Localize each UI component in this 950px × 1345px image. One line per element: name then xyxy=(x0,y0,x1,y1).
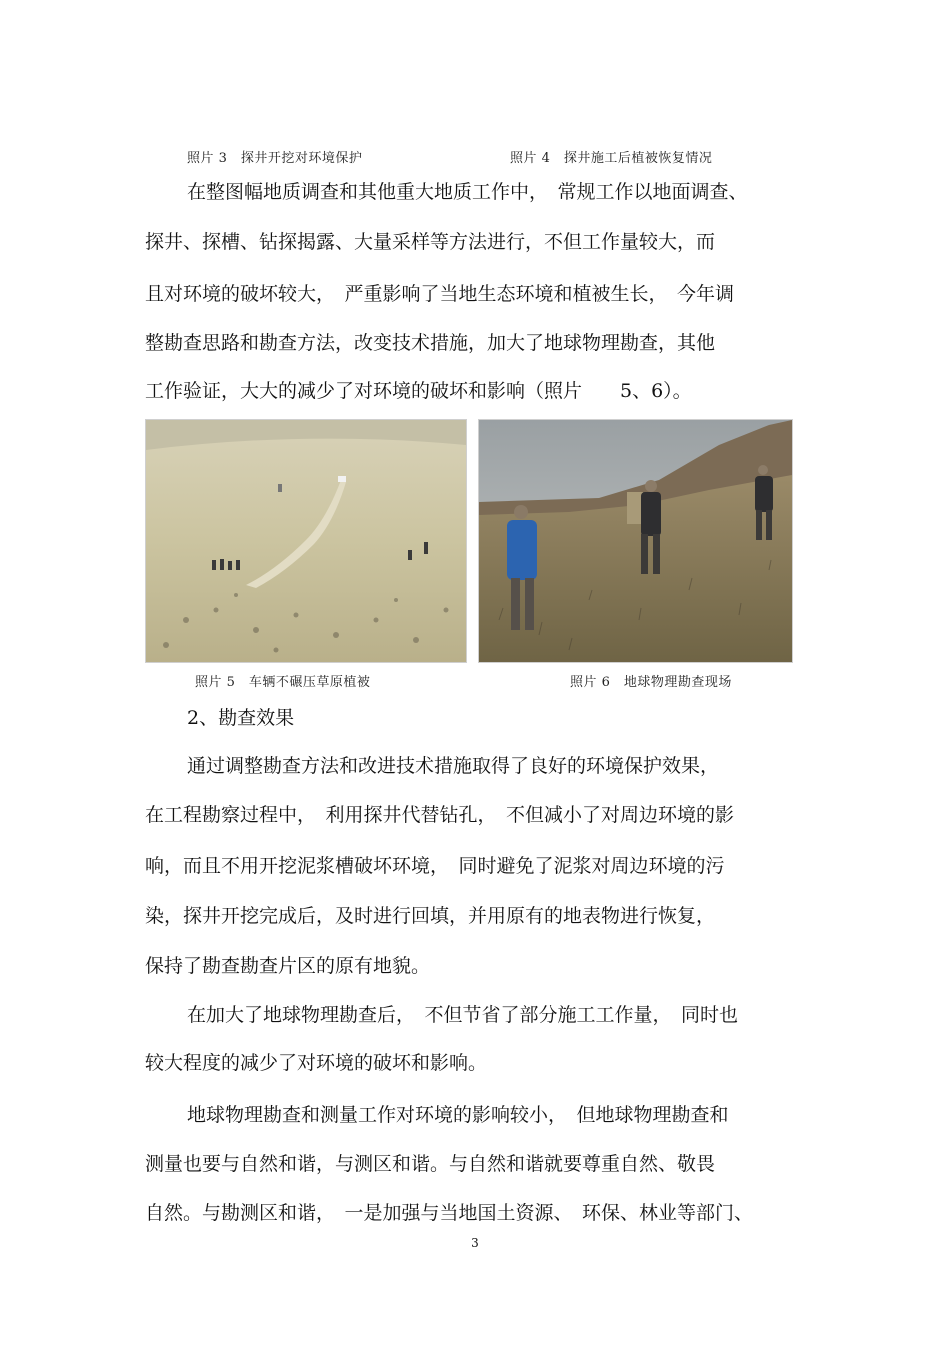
photo-5-grassland xyxy=(145,419,467,663)
paragraph-4-line-3: 自然。与勘测区和谐， 一是加强与当地国土资源、 环保、林业等部门、 xyxy=(145,1202,754,1224)
section-heading: 2、勘查效果 xyxy=(187,707,295,729)
paragraph-1-line-1: 在整图幅地质调查和其他重大地质工作中， 常规工作以地面调查、 xyxy=(187,181,748,203)
caption-photo-4: 照片 4 探井施工后植被恢复情况 xyxy=(510,151,713,166)
paragraph-2-line-2: 在工程勘察过程中， 利用探井代替钻孔， 不但减小了对周边环境的影 xyxy=(145,804,735,826)
paragraph-2-line-3: 响，而且不用开挖泥浆槽破坏环境， 同时避免了泥浆对周边环境的污 xyxy=(145,855,725,877)
caption-photo-6: 照片 6 地球物理勘查现场 xyxy=(570,675,732,690)
photo-6-survey-site xyxy=(478,419,793,663)
caption-photo-5: 照片 5 车辆不碾压草原植被 xyxy=(195,675,371,690)
paragraph-1-line-3: 且对环境的破坏较大， 严重影响了当地生态环境和植被生长， 今年调 xyxy=(145,283,735,305)
page-number: 3 xyxy=(471,1236,479,1250)
paragraph-3-line-2: 较大程度的减少了对环境的破坏和影响。 xyxy=(145,1052,488,1074)
paragraph-2-line-5: 保持了勘查勘查片区的原有地貌。 xyxy=(145,955,431,977)
paragraph-2-line-4: 染，探井开挖完成后，及时进行回填，并用原有的地表物进行恢复， xyxy=(145,905,716,927)
caption-photo-3: 照片 3 探井开挖对环境保护 xyxy=(187,151,363,166)
paragraph-4-line-2: 测量也要与自然和谐，与测区和谐。与自然和谐就要尊重自然、敬畏 xyxy=(145,1153,716,1175)
paragraph-2-line-1: 通过调整勘查方法和改进技术措施取得了良好的环境保护效果， xyxy=(187,755,720,777)
paragraph-1-line-2: 探井、探槽、钻探揭露、大量采样等方法进行，不但工作量较大，而 xyxy=(145,231,716,253)
paragraph-3-line-1: 在加大了地球物理勘查后， 不但节省了部分施工工作量， 同时也 xyxy=(187,1004,739,1026)
paragraph-1-line-4: 整勘查思路和勘查方法，改变技术措施，加大了地球物理勘查，其他 xyxy=(145,332,716,354)
photo-6-image xyxy=(479,420,792,662)
paragraph-4-line-1: 地球物理勘查和测量工作对环境的影响较小， 但地球物理勘查和 xyxy=(187,1104,729,1126)
paragraph-1-line-5: 工作验证，大大的减少了对环境的破坏和影响（照片 5、6）。 xyxy=(145,380,692,402)
photo-5-image xyxy=(146,420,466,662)
